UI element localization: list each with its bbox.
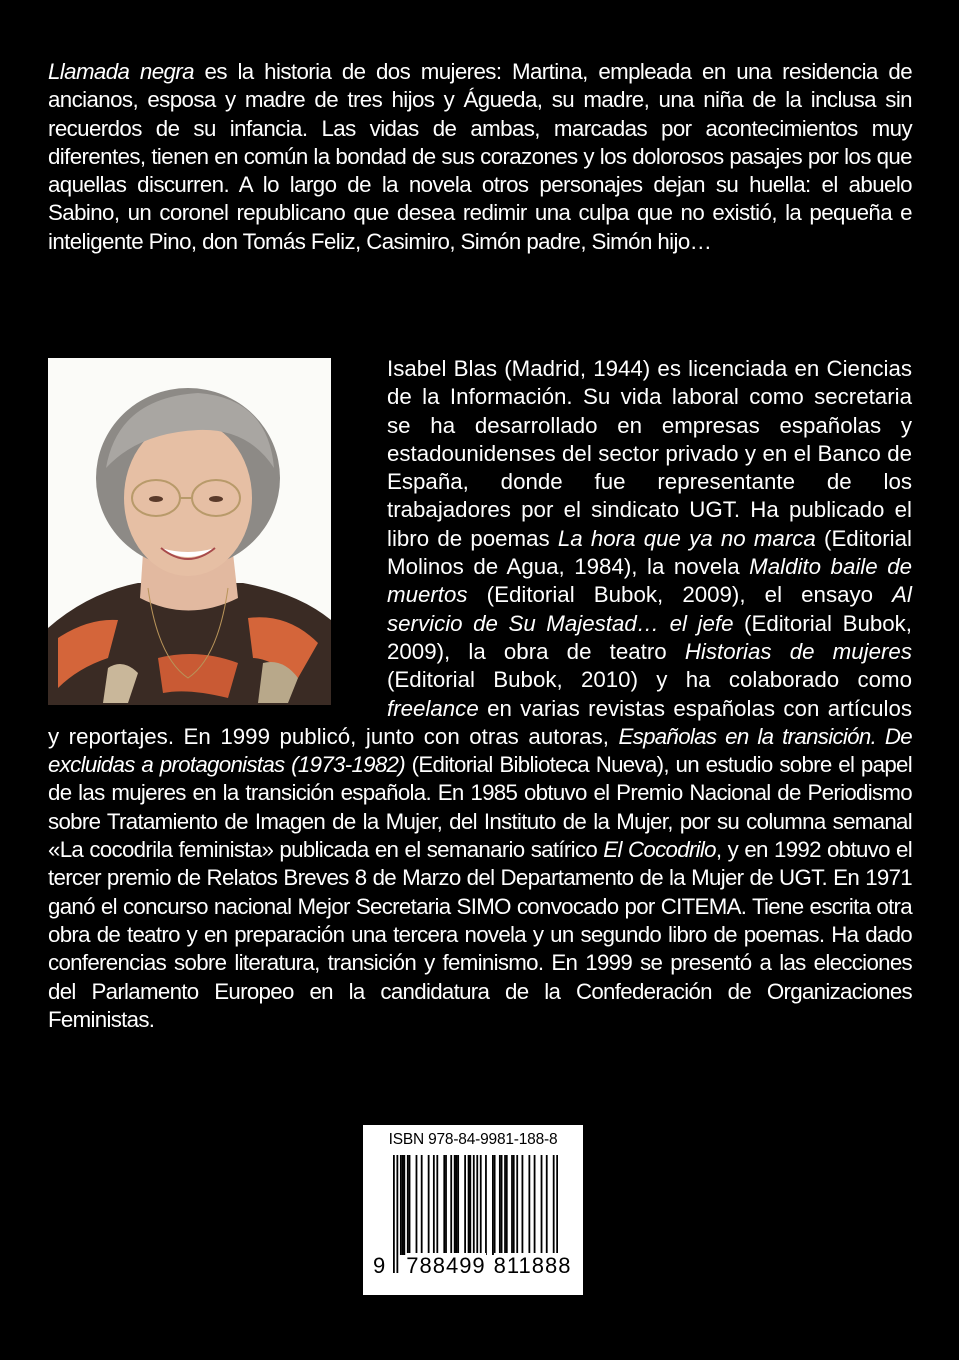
barcode-bar bbox=[433, 1155, 435, 1255]
bio-text-3: (Editorial Bubok, 2009), el ensayo bbox=[467, 582, 893, 608]
ean-digits bbox=[373, 1253, 571, 1279]
barcode-bar bbox=[501, 1155, 503, 1255]
bio-text-8: , y en 1992 obtuvo el tercer premio de Relatos Breves 8 de Marzo del Departamento de la Mujer de UGT. En 1971 ganó el concurso nacional Mejor Secretaria SIMO convocado por CITEMA. Tiene escrita otra obra de teatro y en preparación una tercera novela y un segundo libro de poemas. Ha dado conferencias sobre literatura, transición y feminismo. En 1999 se presentó a las elecciones del Parlamento Europeo en la candidatura de la Confederación de Organizaciones Feministas. bbox=[48, 837, 913, 1032]
bio-text-5: (Editorial Bubok, 2010) y ha colaborado como bbox=[387, 667, 912, 693]
work-title: Historias de mujeres bbox=[684, 638, 912, 664]
barcode-bar bbox=[456, 1155, 458, 1255]
barcode-bar bbox=[464, 1155, 466, 1255]
barcode-bar bbox=[528, 1155, 530, 1255]
barcode-bar bbox=[421, 1155, 423, 1255]
barcode-bar bbox=[457, 1155, 459, 1255]
barcode-bar bbox=[402, 1155, 404, 1255]
synopsis-text: es la historia de dos mujeres: Martina, empleada en una residencia de ancianos, esposa y madre de tres hijos y Águeda, su madre, una niña de la inclusa sin recuerdos de su infancia. Las vidas de ambas, marcadas por acontecimientos muy diferentes, tienen en común la bondad de sus corazones y los dolorosos pasajes por los que aquellas discurren. A lo largo de la novela otros personajes dejan su huella: el abuelo Sabino, un coronel republicano que desea redimir una culpa que no existió, la pequeña e inteligente Pino, don Tomás Feliz, Casimiro, Simón padre, Simón hijo… bbox=[48, 59, 912, 254]
barcode-bar bbox=[445, 1155, 447, 1255]
barcode-bar bbox=[443, 1155, 445, 1255]
barcode-bar bbox=[511, 1155, 513, 1255]
bio-text-4: (Editorial Bubok, 2009), la obra de teatro bbox=[387, 610, 912, 664]
barcode-bar bbox=[494, 1155, 496, 1255]
bio-text-2: (Editorial Molinos de Agua, 1984), la novela bbox=[387, 525, 912, 580]
barcode-bar bbox=[416, 1155, 418, 1255]
work-title: Españolas en la transición. De excluidas a protagonistas (1973-1982) bbox=[48, 723, 913, 778]
novel-title: Llamada negra bbox=[48, 59, 194, 84]
isbn-label: ISBN 978-84-9981-188-8 bbox=[388, 1131, 558, 1148]
barcode-bar bbox=[428, 1155, 430, 1255]
barcode-bar bbox=[506, 1155, 508, 1255]
author-bio bbox=[48, 355, 912, 1034]
barcode-bar bbox=[469, 1155, 471, 1255]
ean-right-digits: 811888 bbox=[493, 1253, 572, 1278]
author-photo bbox=[48, 358, 331, 705]
work-title: Maldito baile de muertos bbox=[387, 554, 912, 608]
barcode-bar bbox=[492, 1155, 494, 1255]
isbn-barcode bbox=[363, 1125, 583, 1295]
bio-text-6: en varias revistas españolas con artículos y reportajes. En 1999 publicó, junto con otras autoras, bbox=[48, 695, 912, 749]
barcode-bar bbox=[485, 1155, 487, 1255]
work-title: Al servicio de Su Majestad… el jefe bbox=[387, 582, 912, 636]
bio-text-7: (Editorial Biblioteca Nueva), un estudio sobre el papel de las mujeres en la transición española. En 1985 obtuvo el Premio Nacional de Periodismo sobre Tratamiento de Imagen de la Mujer, del Instituto de la Mujer, por su columna semanal «La cocodrila feminista» publicada en el semanario satírico bbox=[48, 752, 912, 863]
barcode-bar bbox=[499, 1155, 501, 1255]
work-title: El Cocodrilo bbox=[603, 837, 716, 863]
barcode-bar bbox=[534, 1155, 536, 1255]
author-portrait-icon bbox=[48, 358, 331, 705]
barcode-bar bbox=[480, 1155, 482, 1255]
synopsis-paragraph bbox=[48, 58, 912, 256]
barcode-bar bbox=[468, 1155, 470, 1255]
barcode-bar bbox=[516, 1155, 518, 1255]
bio-text-1: Isabel Blas (Madrid, 1944) es licenciada en Ciencias de la Información. Su vida laboral como secretaria se ha desarrollado en empresas españolas y estadounidenses del sector privado y en el Banco de España, donde fue representante de los trabajadores por el sindicato UGT. Ha publicado el libro de poemas bbox=[387, 356, 912, 551]
barcode-bar bbox=[541, 1155, 543, 1255]
work-title: La hora que ya no marca bbox=[557, 525, 816, 551]
ean-left-digits: 788499 bbox=[406, 1253, 486, 1278]
barcode-bar bbox=[436, 1155, 438, 1255]
barcode-bar bbox=[513, 1155, 515, 1255]
ean-first-digit: 9 bbox=[373, 1253, 387, 1278]
barcode-bar bbox=[546, 1155, 548, 1255]
barcode-bar bbox=[403, 1155, 405, 1255]
barcode-bar bbox=[522, 1155, 524, 1255]
barcode-bar bbox=[409, 1155, 411, 1255]
barcode-bar bbox=[407, 1155, 409, 1255]
barcode-bar bbox=[454, 1155, 456, 1255]
barcode-bar bbox=[400, 1155, 402, 1255]
barcode-bar bbox=[450, 1155, 452, 1255]
freelance-word: freelance bbox=[387, 695, 479, 721]
barcode-bar bbox=[504, 1155, 506, 1255]
